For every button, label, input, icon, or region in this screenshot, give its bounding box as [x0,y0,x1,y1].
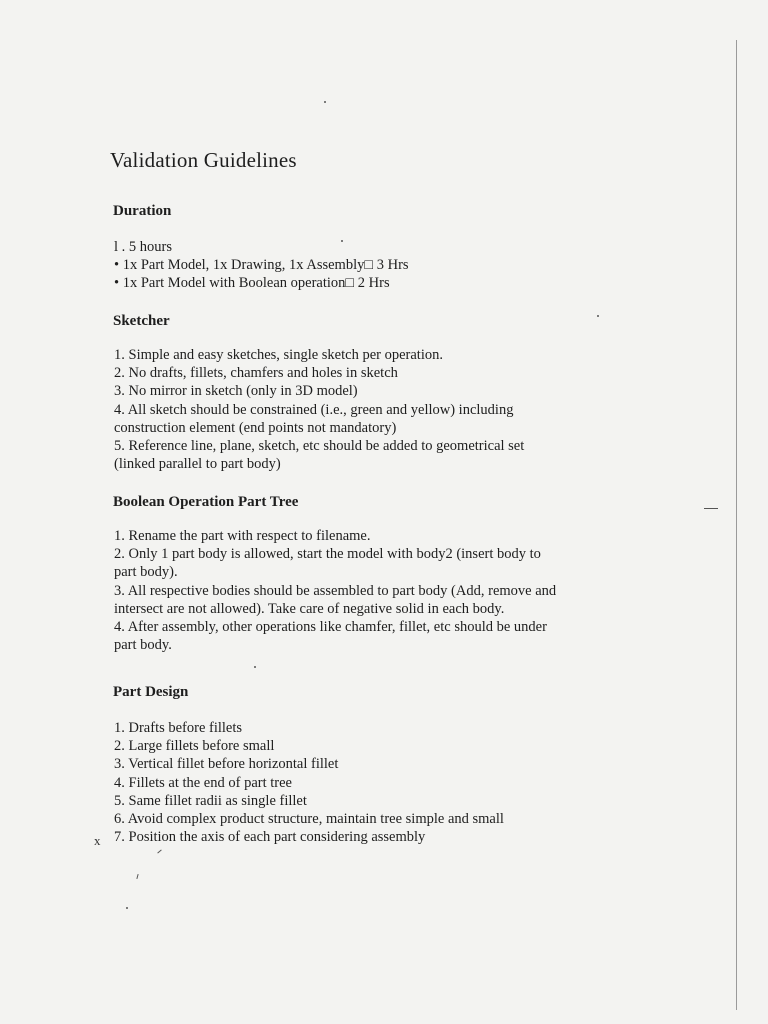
pen-mark [157,850,161,854]
list-item: 4. After assembly, other operations like chamfer, fillet, etc should be under [114,619,547,636]
list-item: 1. Rename the part with respect to filename. [114,528,371,544]
page-title: Validation Guidelines [110,148,297,172]
list-item: 2. Only 1 part body is allowed, start the model with body2 (insert body to [114,546,541,563]
list-item: 1. Simple and easy sketches, single sketch per operation. [114,347,443,363]
list-item: 2. No drafts, fillets, chamfers and holes in sketch [114,365,398,382]
list-item: 2. Large fillets before small [114,738,275,755]
list-item: • 1x Part Model, 1x Drawing, 1x Assembly□ 3 Hrs [114,257,409,274]
section-body-part-design [114,719,634,846]
section-heading-boolean-operation: Boolean Operation Part Tree [113,494,299,510]
scan-speck [597,315,599,317]
list-item: • 1x Part Model with Boolean operation□ 2 Hrs [114,275,390,292]
list-item: 3. All respective bodies should be assembled to part body (Add, remove and [114,582,557,599]
list-item: (linked parallel to part body) [114,456,281,473]
section-heading-sketcher: Sketcher [113,313,170,329]
scan-speck [324,101,326,103]
section-heading-part-design: Part Design [113,684,189,700]
list-item: 5. Same fillet radii as single fillet [114,792,307,809]
list-item: part body. [114,637,172,654]
section-body-duration [114,238,634,293]
list-item: 1. Drafts before fillets [114,720,243,736]
section-body-boolean-operation [114,527,634,654]
pen-mark [136,874,138,879]
margin-mark: x [94,833,101,848]
list-item: 6. Avoid complex product structure, maintain tree simple and small [114,811,504,828]
list-item: 3. Vertical fillet before horizontal fillet [114,756,339,773]
list-item: part body). [114,564,178,581]
scan-speck [126,907,128,909]
scan-speck [341,240,343,242]
list-item: 5. Reference line, plane, sketch, etc should be added to geometrical set [114,438,525,455]
list-item: 4. Fillets at the end of part tree [114,774,292,791]
list-item: 7. Position the axis of each part considering assembly [114,829,426,846]
list-item: 4. All sketch should be constrained (i.e., green and yellow) including [114,401,514,418]
scan-edge-line [736,40,737,1010]
section-heading-duration: Duration [113,203,172,219]
section-body-sketcher [114,346,634,473]
list-item: construction element (end points not mandatory) [114,419,397,436]
list-item: 3. No mirror in sketch (only in 3D model) [114,383,358,400]
scan-speck [254,666,256,668]
list-item: l . 5 hours [114,239,172,255]
scan-dash [704,508,718,509]
list-item: intersect are not allowed). Take care of negative solid in each body. [114,600,505,617]
